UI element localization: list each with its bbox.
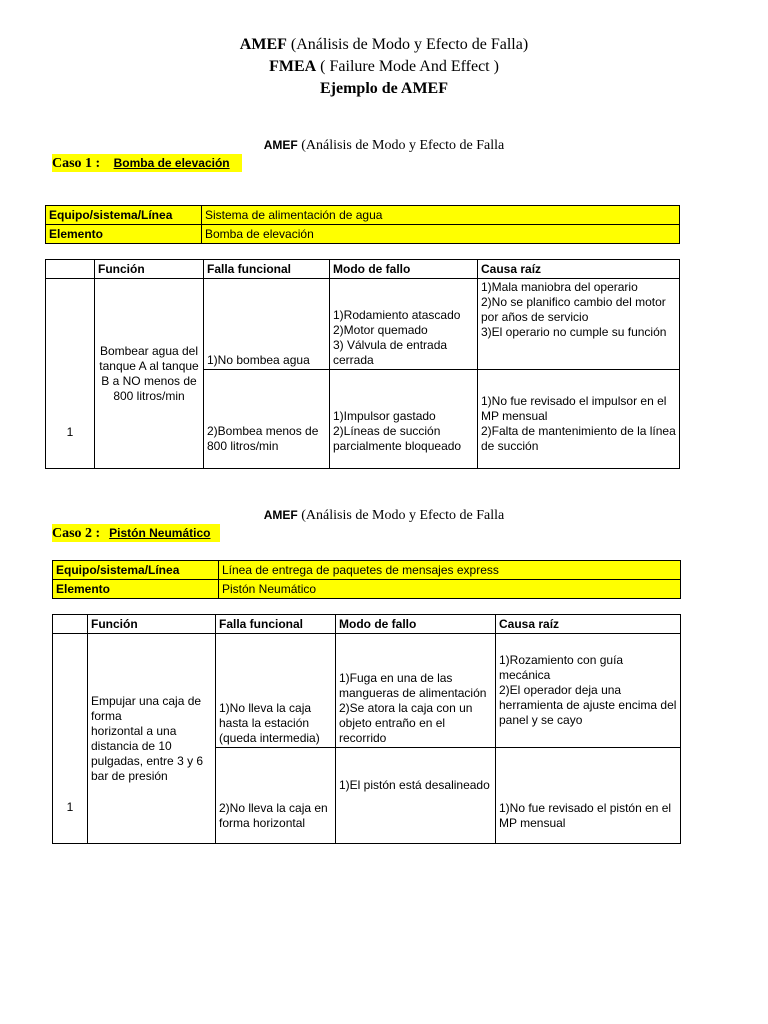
case2-header-falla: Falla funcional: [216, 615, 336, 634]
case2-modo-1: 1)Fuga en una de las mangueras de alimentación 2)Se atora la caja con un objeto entraño en el recorrido: [336, 634, 496, 748]
case2-name: Pistón Neumático: [109, 526, 211, 540]
case2-number: Caso 2 :: [52, 526, 101, 541]
case2-equipo-value: Línea de entrega de paquetes de mensajes express: [219, 561, 681, 580]
table-row: [53, 634, 681, 748]
case1-equipo-value: Sistema de alimentación de agua: [202, 206, 680, 225]
case2-funcion-cell: Empujar una caja de forma horizontal a una distancia de 10 pulgadas, entre 3 y 6 bar de presión: [88, 634, 216, 844]
case2-causa-1: 1)Rozamiento con guía mecánica 2)El operador deja una herramienta de ajuste encima del panel y se cayo: [496, 634, 681, 748]
case1-fmea-table: [45, 259, 680, 469]
case2-elemento-label: Elemento: [53, 580, 219, 599]
doc-title-fmea: FMEA: [269, 58, 317, 75]
case2-section-desc: (Análisis de Modo y Efecto de Falla: [297, 508, 505, 523]
case1-row-number: 1: [46, 279, 95, 469]
case2-label: [52, 524, 220, 542]
case2-section-title: [0, 506, 768, 524]
case1-header-row: [46, 260, 680, 279]
case1-name: Bomba de elevación: [113, 156, 230, 170]
case1-header-funcion: Función: [95, 260, 204, 279]
doc-title-line1: [0, 36, 768, 54]
case1-modo-2: 1)Impulsor gastado 2)Líneas de succión parcialmente bloqueado: [330, 370, 478, 469]
case1-label: [52, 154, 242, 172]
case1-equipo-row: [46, 206, 680, 225]
case1-falla-2: 2)Bombea menos de 800 litros/min: [204, 370, 330, 469]
doc-title-amef: AMEF: [239, 36, 287, 53]
case1-funcion-cell: Bombear agua del tanque A al tanque B a NO menos de 800 litros/min: [95, 279, 204, 469]
case2-header-funcion: Función: [88, 615, 216, 634]
case1-section-title: [0, 136, 768, 154]
case1-header-falla: Falla funcional: [204, 260, 330, 279]
case2-header-modo: Modo de fallo: [336, 615, 496, 634]
case1-causa-2: 1)No fue revisado el impulsor en el MP mensual 2)Falta de mantenimiento de la línea de succión: [478, 370, 680, 469]
doc-title-amef-desc: (Análisis de Modo y Efecto de Falla): [286, 36, 529, 53]
case1-elemento-row: [46, 225, 680, 244]
case1-number: Caso 1 :: [52, 156, 101, 171]
case1-info-table: [45, 205, 680, 244]
case2-row-number: 1: [53, 634, 88, 844]
case2-header-num: [53, 615, 88, 634]
doc-title-line2: [0, 58, 768, 76]
case2-fmea-table: [52, 614, 681, 844]
case2-header-causa: Causa raíz: [496, 615, 681, 634]
case1-modo-1: 1)Rodamiento atascado 2)Motor quemado 3) Válvula de entrada cerrada: [330, 279, 478, 370]
doc-title-fmea-desc: ( Failure Mode And Effect ): [316, 58, 499, 75]
case1-falla-1: 1)No bombea agua: [204, 279, 330, 370]
table-row: [46, 279, 680, 370]
case1-section-amef: AMEF: [263, 138, 298, 152]
case2-equipo-row: [53, 561, 681, 580]
case2-falla-1: 1)No lleva la caja hasta la estación (queda intermedia): [216, 634, 336, 748]
case1-section-desc: (Análisis de Modo y Efecto de Falla: [297, 138, 505, 153]
case1-elemento-label: Elemento: [46, 225, 202, 244]
case2-header-row: [53, 615, 681, 634]
case2-causa-2: 1)No fue revisado el pistón en el MP mensual: [496, 748, 681, 844]
case2-section-amef: AMEF: [263, 508, 298, 522]
case2-elemento-row: [53, 580, 681, 599]
case2-modo-2: 1)El pistón está desalineado: [336, 748, 496, 844]
case2-falla-2: 2)No lleva la caja en forma horizontal: [216, 748, 336, 844]
case1-header-modo: Modo de fallo: [330, 260, 478, 279]
case1-elemento-value: Bomba de elevación: [202, 225, 680, 244]
case2-elemento-value: Pistón Neumático: [219, 580, 681, 599]
doc-subtitle: Ejemplo de AMEF: [320, 80, 448, 97]
case1-equipo-label: Equipo/sistema/Línea: [46, 206, 202, 225]
case1-causa-1: 1)Mala maniobra del operario 2)No se planifico cambio del motor por años de servicio 3)El operario no cumple su función: [478, 279, 680, 370]
case2-info-table: [52, 560, 681, 599]
case2-equipo-label: Equipo/sistema/Línea: [53, 561, 219, 580]
case1-header-causa: Causa raíz: [478, 260, 680, 279]
case1-header-num: [46, 260, 95, 279]
